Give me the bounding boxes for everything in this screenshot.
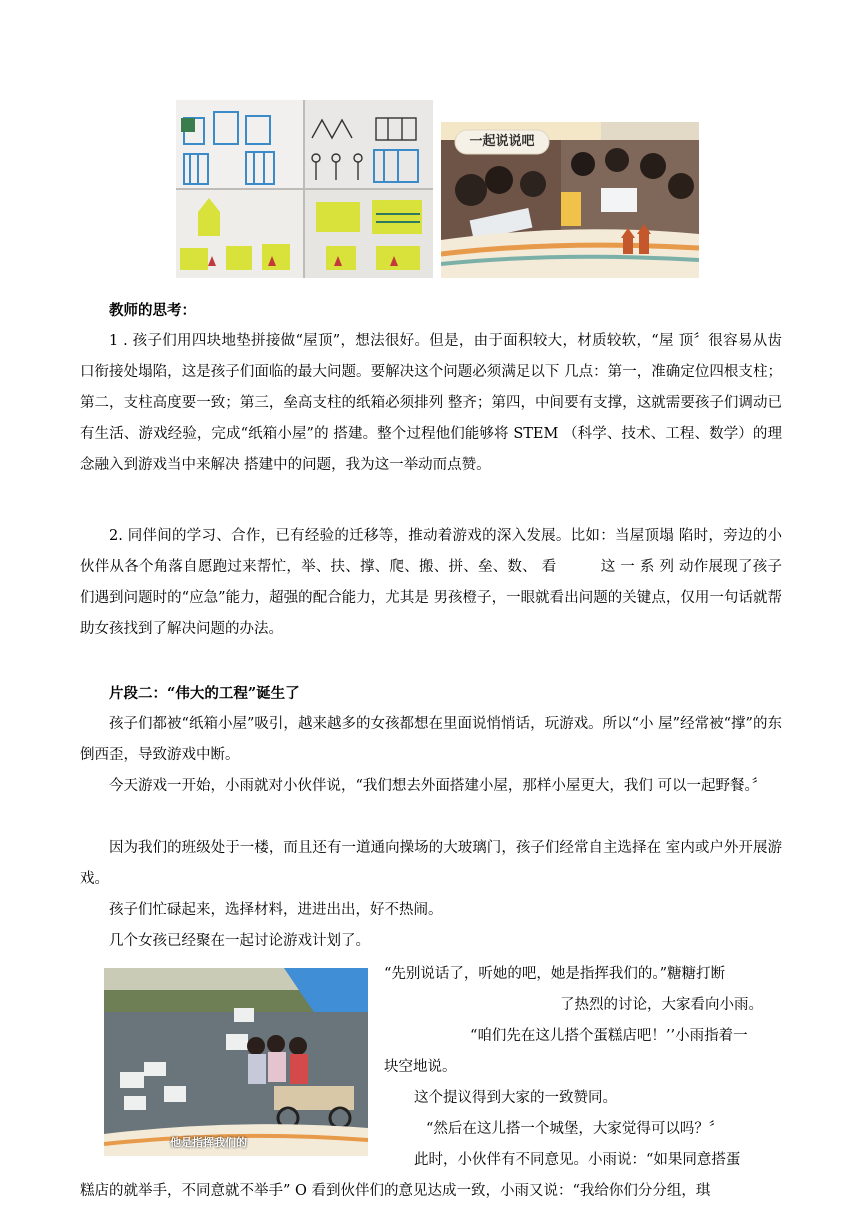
- wrap-line-7: 此时，小伙伴有不同意见。小雨说：“如果同意搭蛋: [414, 1152, 741, 1168]
- section-2-paragraph-2: 今天游戏一开始，小雨就对小伙伴说，“我们想去外面搭建小屋，那样小屋更大，我们 可以一起野餐。〞: [109, 778, 767, 794]
- section-2-heading: 片段二：“伟大的工程”诞生了: [109, 685, 300, 702]
- wrap-line-1: “先别说话了，听她的吧，她是指挥我们的。”糖糖打断: [384, 966, 726, 982]
- reflection-paragraph-2: 2. 同伴间的学习、合作，已有经验的迁移等，推动着游戏的深入发展。比如：当屋顶塌 陷时，旁边的小伙伴从各个角落自愿跑过来帮忙，举、扶、撑、爬、搬、拼、垒、数、 看 这 一 系 列 动作展现了孩子们遇到问题时的“应急”能力，超强的配合能力，尤其是 男孩橙子，一眼就看出问题的关键点，仅用一句话就帮助女孩找到了解决问题的办法。: [80, 528, 782, 637]
- outdoor-play-photo: [104, 968, 368, 1156]
- section-2-paragraph-5: 几个女孩已经聚在一起讨论游戏计划了。: [109, 933, 370, 949]
- wrap-line-3: “咱们先在这儿搭个蛋糕店吧！’’小雨指着一: [470, 1028, 748, 1044]
- wrap-line-5: 这个提议得到大家的一致赞同。: [414, 1090, 617, 1106]
- section-2-paragraph-3: 因为我们的班级处于一楼，而且还有一道通向操场的大玻璃门，孩子们经常自主选择在 室内或户外开展游戏。: [80, 840, 782, 887]
- children-discussion-photo: [441, 122, 699, 278]
- section-2-paragraph-4: 孩子们忙碌起来，选择材料，进进出出，好不热闹。: [109, 902, 443, 918]
- reflection-heading: 教师的思考：: [109, 302, 196, 319]
- reflection-paragraph-1: 1 . 孩子们用四块地垫拼接做“屋顶”，想法很好。但是，由于面积较大，材质较软，“屋 顶〞很容易从齿口衔接处塌陷，这是孩子们面临的最大问题。要解决这个问题必须满足以下 几点：第一，准确定位四根支柱；第二，支柱高度要一致；第三，垒高支柱的纸箱必须排列 整齐；第四，中间要有支撑，这就需要孩子们调动已有生活、游戏经验，完成“纸箱小屋”的 搭建。整个过程他们能够将 STEM （科学、技术、工程、数学）的理念融入到游戏当中来解决 搭建中的问题，我为这一举动而点赞。: [80, 333, 782, 473]
- wrap-line-4: 块空地说。: [384, 1059, 457, 1075]
- banner-text: 一起说说吧: [469, 134, 535, 149]
- wrap-line-2: 了热烈的讨论，大家看向小雨。: [560, 997, 763, 1013]
- children-drawings-photo: [176, 100, 433, 278]
- wrap-line-6: “然后在这儿搭一个城堡，大家觉得可以吗？〞: [426, 1121, 724, 1137]
- section-2-paragraph-1: 孩子们都被“纸箱小屋”吸引，越来越多的女孩都想在里面说悄悄话，玩游戏。所以“小 屋”经常被“撑”的东倒西歪，导致游戏中断。: [80, 716, 782, 763]
- wrap-line-8: 糕店的就举手，不同意就不举手” O 看到伙伴们的意见达成一致，小雨又说：“我给你们分分组，琪: [80, 1183, 711, 1199]
- photo-caption: 他是指挥我们的: [170, 1136, 247, 1149]
